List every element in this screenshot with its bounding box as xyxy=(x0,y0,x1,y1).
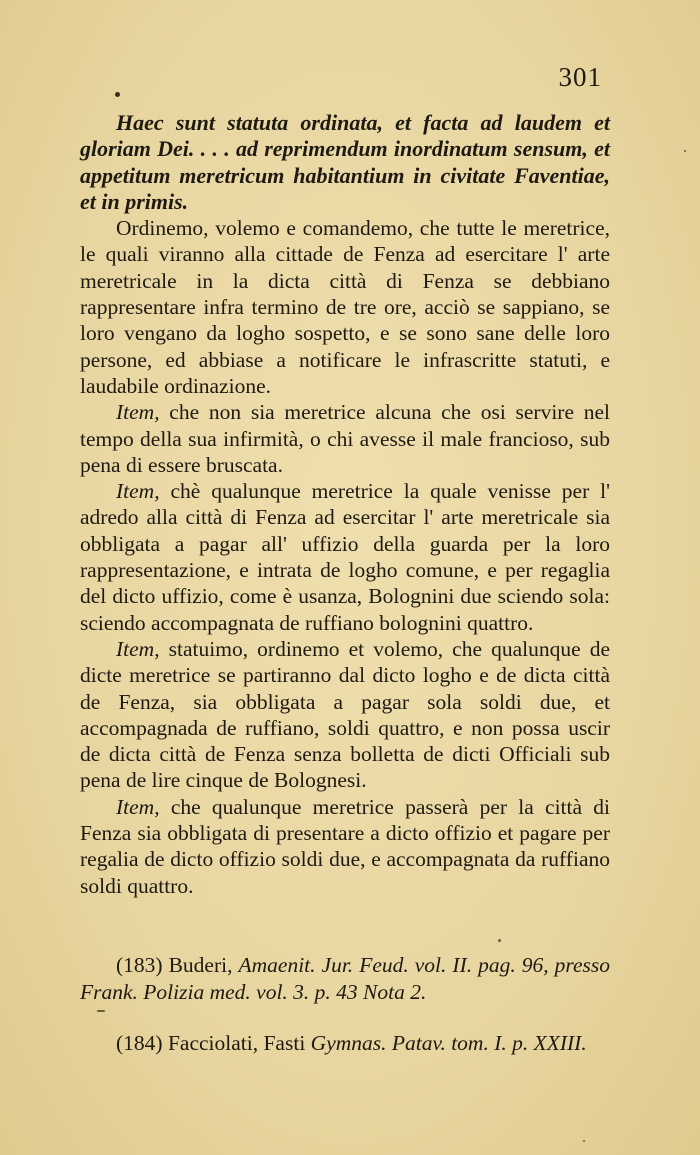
item-label: Item, xyxy=(116,794,160,819)
paragraph-item-3 xyxy=(80,636,610,794)
footnote-number: (183) xyxy=(116,953,163,977)
paragraph-item-2 xyxy=(80,478,610,636)
item-label: Item, xyxy=(116,400,160,425)
paragraph-item-4 xyxy=(80,794,610,899)
paragraph-text: che qualunque meretrice passerà per la città di Fenza sia obbligata di presentare a dicto offizio et pagare per regalia de dicto offizio soldi due, e accompagnata da ruffiano soldi quattro. xyxy=(80,794,610,898)
footnote-work: Amaenit. Jur. Feud. vol. II. pag. 96, presso Frank. Polizia med. vol. 3. p. 43 Nota 2. xyxy=(80,953,610,1004)
paragraph-text: che non sia meretrice alcuna che osi servire nel tempo della sua infirmità, o chi avesse il male francioso, sub pena di essere bruscata. xyxy=(80,400,610,477)
footnote-183 xyxy=(80,952,610,1006)
footnote-author: Facciolati, Fasti xyxy=(162,1031,311,1055)
footnote-work: Gymnas. Patav. tom. I. p. XXIII. xyxy=(310,1031,587,1055)
footnote-author: Buderi, xyxy=(162,953,239,977)
footnote-184 xyxy=(80,1030,610,1057)
item-label: Item, xyxy=(116,479,160,504)
paper-speck xyxy=(583,1140,585,1142)
paragraph-text: statuimo, ordinemo et volemo, che qualunque de dicte meretrice se partiranno dal dicto logho e de dicta città de Fenza, sia obbligata a pagar sola soldi due, et accompagnada de ruffiano, soldi quattro, e non possa uscir de dicta città de Fenza senza bolletta de dicti Officiali sub pena de lire cinque de Bolognesi. xyxy=(80,636,610,793)
paragraph-text: chè qualunque meretrice la quale venisse per l' adredo alla città di Fenza ad esercitar l' arte meretricale sia obbligata a pagar all' uffizio della guarda per la loro rappresentazione, e intrata de logho comune, e per regaglia del dicto uffizio, come è usanza, Bolognini due sciendo sola: sciendo accompagnata de ruffiano bolognini quattro. xyxy=(80,479,610,635)
ink-dot xyxy=(115,92,120,97)
footnote-number: (184) xyxy=(116,1031,163,1055)
page-number: 301 xyxy=(558,62,602,92)
statute-title: Haec sunt statuta ordinata, et facta ad laudem et gloriam Dei. . . . ad reprimendum inordinatum sensum, et appetitum meretricum habitantium in civitate Faventiae, et in primis. xyxy=(80,110,610,214)
footnotes xyxy=(80,952,610,1081)
paragraph-item-1 xyxy=(80,399,610,478)
paragraph-ordinemo xyxy=(80,215,610,399)
paper-speck xyxy=(97,1010,105,1012)
paper-speck xyxy=(498,939,501,942)
item-label: Item, xyxy=(116,636,160,661)
paper-speck xyxy=(684,150,686,152)
paragraph-text: Ordinemo, volemo e comandemo, che tutte le meretrice, le quali viranno alla cittade de Fenza ad esercitare l' arte meretricale in la dicta città di Fenza se debbiano rappresentare infra termino de tre ore, acciò se sappiano, se loro vengano da logho sospetto, e se sono sane delle loro persone, ed abbiase a notificare le infrascritte statuti, e laudabile ordinazione. xyxy=(80,216,610,398)
main-text xyxy=(80,110,610,899)
